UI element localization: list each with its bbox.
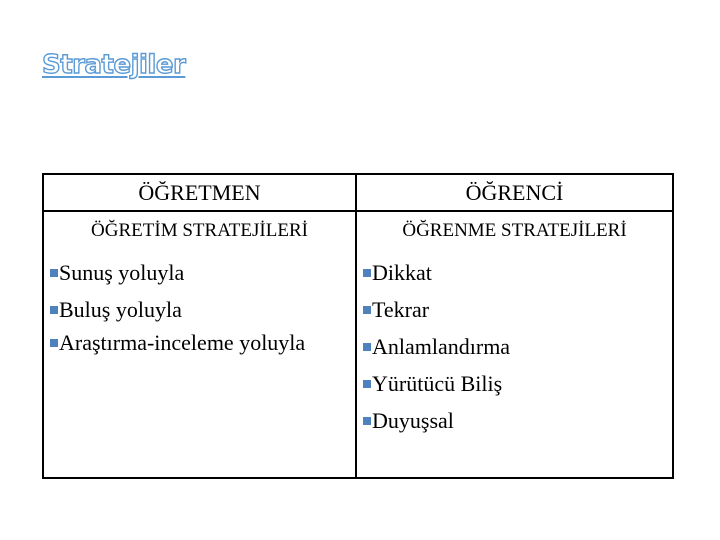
teacher-column: [44, 175, 355, 477]
list-item-text: Anlamlandırma: [372, 334, 511, 359]
square-bullet-icon: [50, 306, 58, 314]
student-column: [357, 175, 672, 477]
student-header: ÖĞRENCİ: [465, 180, 564, 205]
list-item: [363, 254, 668, 291]
list-item-text: Buluş yoluyla: [59, 297, 182, 322]
list-item: [363, 365, 668, 402]
list-item-text: Sunuş yoluyla: [59, 260, 185, 285]
list-item: [363, 291, 668, 328]
square-bullet-icon: [363, 306, 371, 314]
list-item-text: Dikkat: [372, 260, 432, 285]
list-item: [50, 254, 351, 291]
square-bullet-icon: [50, 339, 58, 347]
teaching-strategies-subheader: ÖĞRETİM STRATEJİLERİ: [91, 220, 308, 241]
square-bullet-icon: [363, 269, 371, 277]
list-item-text: Tekrar: [372, 297, 430, 322]
list-item: [363, 328, 668, 365]
slide-title: Stratejiler: [42, 50, 186, 80]
list-item-text: Duyuşsal: [372, 408, 454, 433]
square-bullet-icon: [363, 343, 371, 351]
strategies-table: [42, 173, 674, 479]
learning-strategies-list: [363, 254, 668, 439]
learning-strategies-subheader: ÖĞRENME STRATEJİLERİ: [402, 220, 627, 241]
list-item: [363, 402, 668, 439]
square-bullet-icon: [363, 380, 371, 388]
list-item: [50, 291, 351, 328]
teaching-strategies-list: [50, 254, 351, 357]
square-bullet-icon: [363, 417, 371, 425]
list-item: [50, 328, 351, 357]
list-item-text: Yürütücü Biliş: [372, 371, 503, 396]
square-bullet-icon: [50, 269, 58, 277]
teacher-header: ÖĞRETMEN: [138, 180, 261, 205]
list-item-text: Araştırma-inceleme yoluyla: [59, 330, 306, 355]
